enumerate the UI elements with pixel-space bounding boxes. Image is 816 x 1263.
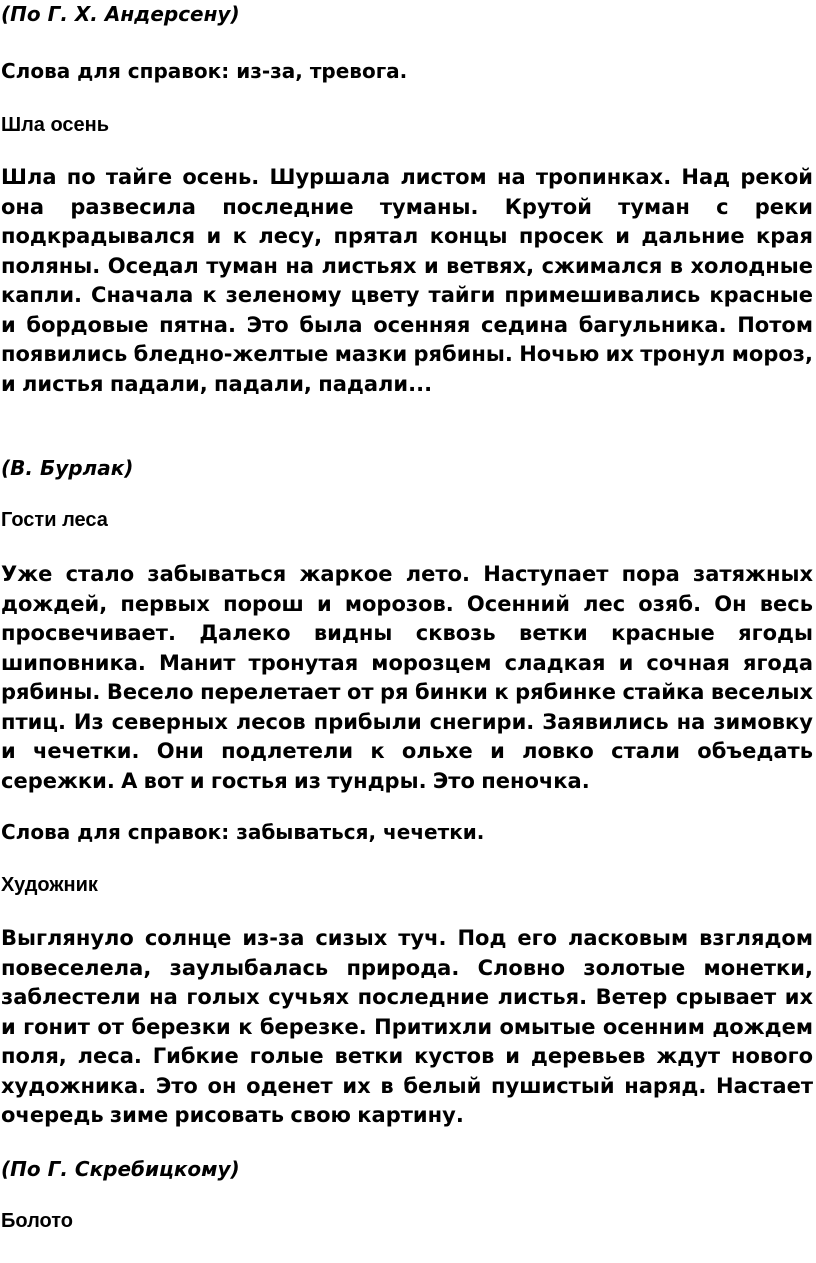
author-note-burlak: (В. Бурлак): [1, 456, 134, 480]
text-title-autumn: Шла осень: [1, 114, 110, 136]
paragraph-artist: Выглянуло солнце из-за сизых туч. Под его ласковым взглядом повеселела, заулыбалась природа. Словно золотые монетки, заблестели на голых сучьях последние листья. Ветер срывает их и гонит от березки к березке. Притихли омытые осенним дождем поля, леса. Гибкие голые ветки кустов и деревьев ждут нового художника. Это он оденет их в белый пушистый наряд. Настает очередь зиме рисовать свою картину.: [1, 926, 813, 1127]
text-title-artist: Художник: [1, 874, 98, 896]
reference-words-1: Слова для справок: из-за, тревога.: [1, 59, 408, 83]
text-title-swamp: Болото: [1, 1210, 74, 1232]
author-note-andersen: (По Г. Х. Андерсену): [1, 2, 240, 26]
paragraph-forest-guests: Уже стало забываться жаркое лето. Наступает пора затяжных дождей, первых порош и морозов. Осенний лес озяб. Он весь просвечивает. Далеко видны сквозь ветки красные ягоды шиповника. Манит тронутая морозцем сладкая и сочная ягода рябины. Весело перелетает от ря бинки к рябинке стайка веселых птиц. Из северных лесов прибыли снегири. Заявились на зимовку и чечетки. Они подлетели к ольхе и ловко стали объедать сережки. А вот и гостья из тундры. Это пеночка.: [1, 562, 813, 793]
reference-words-2: Слова для справок: забываться, чечетки.: [1, 820, 485, 844]
text-title-forest-guests: Гости леса: [1, 509, 108, 531]
paragraph-autumn: Шла по тайге осень. Шуршала листом на тропинках. Над рекой она развесила последние туманы. Крутой туман с реки подкрадывался и к лесу, прятал концы просек и дальние края поляны. Оседал туман на листьях и ветвях, сжимался в холодные капли. Сначала к зеленому цвету тайги примешивались красные и бордовые пятна. Это была осенняя седина багульника. Потом появились бледно-желтые мазки рябины. Ночью их тронул мороз, и листья падали, падали, падали...: [1, 165, 813, 396]
author-note-skrebitsky: (По Г. Скребицкому): [1, 1157, 240, 1181]
